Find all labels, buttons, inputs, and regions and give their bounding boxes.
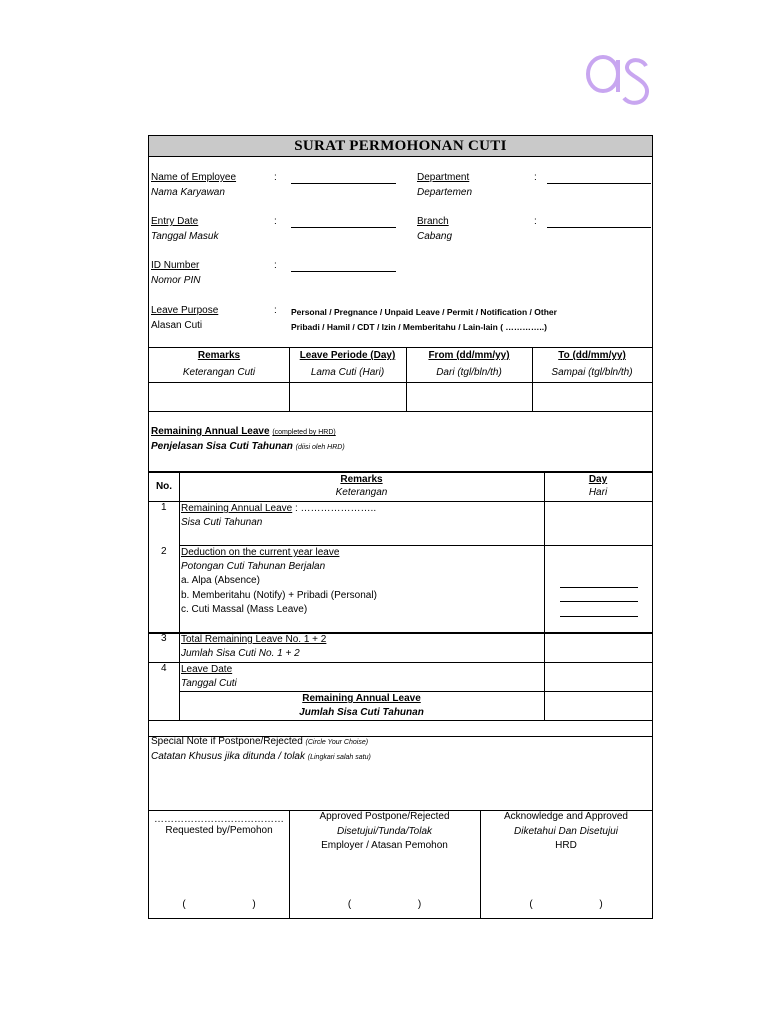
colon: : <box>274 172 277 183</box>
row-label-suffix: : ………………….. <box>292 503 377 514</box>
remarks-input-cell[interactable] <box>150 383 288 410</box>
colon: : <box>274 305 277 316</box>
header-to: To (dd/mm/yy) <box>558 350 626 361</box>
header-remarks-sub: Keterangan Cuti <box>182 367 256 378</box>
leave-purpose-options-id[interactable]: Pribadi / Hamil / CDT / Izin / Memberitahu / Lain-lain ( …………..) <box>291 322 547 332</box>
row-no: 3 <box>161 633 167 644</box>
row-no: 2 <box>161 546 167 557</box>
header-to-sub: Sampai (tgl/bln/th) <box>551 367 633 378</box>
id-number-sublabel: Nomor PIN <box>151 275 201 286</box>
branch-field[interactable] <box>547 227 651 228</box>
special-note-label-note: (Circle Your Choise) <box>305 739 369 746</box>
sig-paren[interactable]: ( ) <box>182 899 256 910</box>
deduction-item: a. Alpa (Absence) <box>181 575 260 586</box>
total-sub: Jumlah Sisa Cuti Tahunan <box>299 707 424 718</box>
entry-date-label: Entry Date <box>151 216 199 227</box>
special-note-wrap <box>151 736 368 749</box>
col-day: Day <box>588 474 608 485</box>
form-title: SURAT PERMOHONAN CUTI <box>149 136 652 157</box>
deduction-item: b. Memberitahu (Notify) + Pribadi (Personal) <box>181 590 377 601</box>
row-label: Leave Date <box>181 664 233 675</box>
leave-period-input-cell[interactable] <box>290 383 405 410</box>
remaining-subtitle: Penjelasan Sisa Cuti Tahunan <box>151 441 293 452</box>
row-label: Remaining Annual Leave <box>181 503 293 514</box>
row-no: 1 <box>161 502 167 513</box>
name-sublabel: Nama Karyawan <box>151 187 225 198</box>
sig-title: Approved Postpone/Rejected <box>319 811 450 822</box>
total-label: Remaining Annual Leave <box>302 693 421 704</box>
name-label: Name of Employee <box>151 172 237 183</box>
deduction-field[interactable] <box>560 601 638 602</box>
remaining-title-note: (completed by HRD) <box>272 429 336 436</box>
special-note-sub-wrap <box>151 751 371 764</box>
remaining-subtitle-wrap <box>151 441 345 454</box>
leave-purpose-options[interactable]: Personal / Pregnance / Unpaid Leave / Permit / Notification / Other <box>291 307 557 317</box>
header-leave-period-sub: Lama Cuti (Hari) <box>310 367 385 378</box>
row-label-wrap <box>181 503 376 515</box>
branch-sublabel: Cabang <box>417 231 453 242</box>
row-label: Total Remaining Leave No. 1 + 2 <box>181 634 327 645</box>
row-label: Deduction on the current year leave <box>181 547 340 558</box>
col-remarks: Remarks <box>340 474 383 485</box>
colon: : <box>274 216 277 227</box>
row-sub: Sisa Cuti Tahunan <box>181 517 263 528</box>
department-label: Department <box>417 172 470 183</box>
remaining-subtitle-note: (diisi oleh HRD) <box>295 444 345 451</box>
col-day-sub: Hari <box>588 487 608 498</box>
name-field[interactable] <box>291 183 396 184</box>
colon: : <box>534 216 537 227</box>
row-no: 4 <box>161 663 167 674</box>
sig-role: Requested by/Pemohon <box>165 825 273 836</box>
remaining-title-wrap <box>151 426 336 439</box>
header-from-sub: Dari (tgl/bln/th) <box>436 367 502 378</box>
sig-paren[interactable]: ( ) <box>529 899 603 910</box>
from-date-input-cell[interactable] <box>407 383 531 410</box>
col-no: No. <box>155 481 173 492</box>
deduction-field[interactable] <box>560 616 638 617</box>
sig-title: Acknowledge and Approved <box>504 811 628 822</box>
sig-paren[interactable]: ( ) <box>347 899 422 910</box>
leave-purpose-label: Leave Purpose <box>151 305 219 316</box>
id-number-field[interactable] <box>291 271 396 272</box>
col-remarks-sub: Keterangan <box>335 487 388 498</box>
branch-label: Branch <box>417 216 449 227</box>
special-note-area[interactable] <box>150 766 651 808</box>
special-note-label: Special Note if Postpone/Rejected <box>151 736 303 747</box>
leave-purpose-sublabel: Alasan Cuti <box>151 320 203 331</box>
row-sub: Tanggal Cuti <box>181 678 237 689</box>
entry-date-field[interactable] <box>291 227 396 228</box>
company-logo <box>584 52 654 118</box>
header-remarks: Remarks <box>197 350 241 361</box>
special-note-sublabel: Catatan Khusus jika ditunda / tolak <box>151 751 305 762</box>
row-sub: Jumlah Sisa Cuti No. 1 + 2 <box>181 648 300 659</box>
department-sublabel: Departemen <box>417 187 473 198</box>
header-leave-period: Leave Periode (Day) <box>299 350 396 361</box>
sig-line: ………………………………… <box>154 814 284 825</box>
sig-role: Employer / Atasan Pemohon <box>321 840 448 851</box>
colon: : <box>274 260 277 271</box>
id-number-label: ID Number <box>151 260 200 271</box>
special-note-sublabel-note: (Lingkari salah satu) <box>307 754 371 761</box>
to-date-input-cell[interactable] <box>533 383 651 410</box>
remaining-title: Remaining Annual Leave <box>151 426 270 437</box>
row-sub: Potongan Cuti Tahunan Berjalan <box>181 561 326 572</box>
sig-role: HRD <box>555 840 577 851</box>
sig-title-sub: Disetujui/Tunda/Tolak <box>336 826 433 837</box>
leave-request-form <box>148 135 653 919</box>
deduction-field[interactable] <box>560 587 638 588</box>
deduction-item: c. Cuti Massal (Mass Leave) <box>181 604 308 615</box>
header-from: From (dd/mm/yy) <box>428 350 510 361</box>
department-field[interactable] <box>547 183 651 184</box>
colon: : <box>534 172 537 183</box>
sig-title-sub: Diketahui Dan Disetujui <box>514 826 618 837</box>
entry-date-sublabel: Tanggal Masuk <box>151 231 219 242</box>
